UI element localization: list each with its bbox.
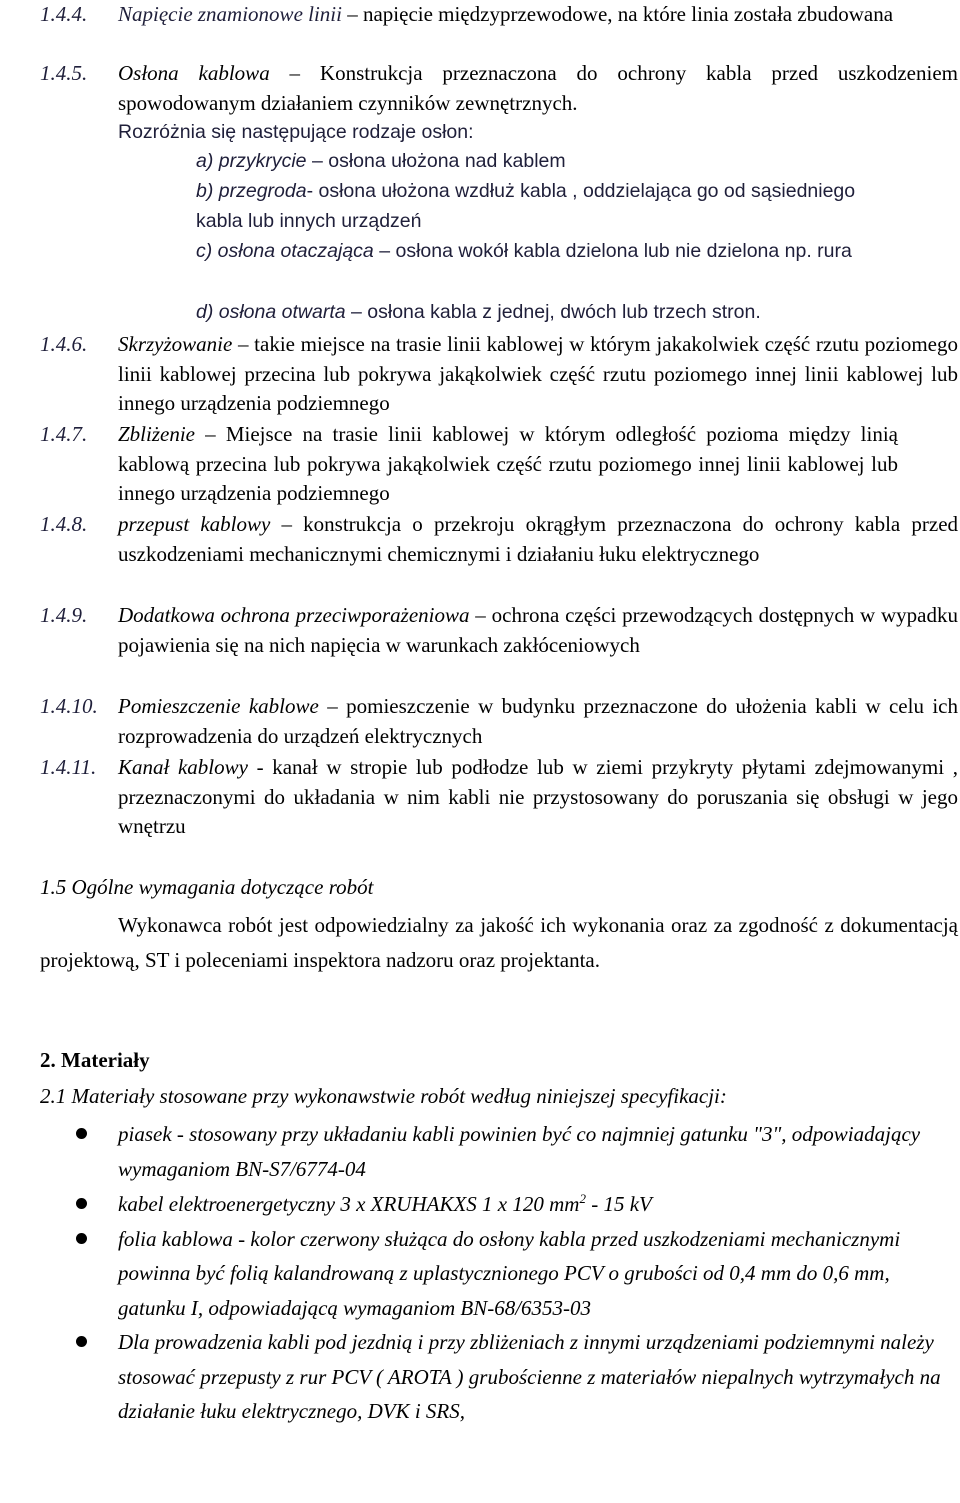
definition-text: pomieszczenie w budynku przeznaczone do ułożenia kabli w celu ich rozprowadzenia do urządzeń elektrycznych [118,694,959,748]
definition-number: 1.4.9. [40,603,88,627]
osłona-type-text: osłona kabla z jednej, dwóch lub trzech stron. [367,301,761,323]
definition-term: Skrzyżowanie [118,332,233,356]
materials-list [40,1117,958,1429]
definition-dash: – [318,694,347,718]
list-item-text: piasek - stosowany przy układaniu kabli powinien być co najmniej gatunku "3", odpowiadający wymaganiom BN-S7/6774-04 [118,1122,921,1181]
section-2-1-heading: 2.1 Materiały stosowane przy wykonawstwie robót według niniejszej specyfikacji: [40,1084,727,1108]
definition-dash: – [469,603,492,627]
osłona-type-text: osłona wokół kabla dzielona lub nie dzielona np. rura [395,240,852,262]
osłona-type-term: a) przykrycie [196,150,307,172]
osłona-type-a [196,147,956,177]
bullet-icon [76,1198,87,1209]
list-item [40,1325,958,1429]
osłona-type-d [196,298,956,328]
definition-term: Kanał kablowy [118,755,248,779]
definition-text: Miejsce na trasie linii kablowej w którym odległość pozioma między linią kablową przecina lub pokrywa jakąkolwiek część rzutu poziomego innej linii kablowej lub innego urządzenia podziemnego [118,422,898,505]
definition-term: Pomieszczenie kablowe [118,694,319,718]
osłona-type-text: osłona ułożona wzdłuż kabla , oddzielająca go od sąsiedniego kabla lub innych urządzeń [196,180,856,232]
definition-number: 1.4.5. [40,61,88,85]
definition-1-4-6 [40,330,958,419]
section-1-5-text: Wykonawca robót jest odpowiedzialny za jakość ich wykonania oraz za zgodność z dokumentacją projektową, ST i poleceniami inspektora nadzoru oraz projektanta. [40,913,958,972]
section-1-5-heading: 1.5 Ogólne wymagania dotyczące robót [40,875,374,899]
osłona-type-term: d) osłona otwarta [196,301,346,323]
definition-1-4-5 [40,59,958,118]
section-2-heading: 2. Materiały [40,1048,150,1072]
definition-term: przepust kablowy [118,512,271,536]
osłona-types-intro: Rozróżnia się następujące rodzaje osłon: [118,121,474,143]
definition-1-4-9 [40,601,958,660]
list-item [40,1187,958,1222]
definition-1-4-7 [40,420,958,509]
definition-number: 1.4.7. [40,422,88,446]
osłona-type-term: b) przegroda [196,180,307,202]
list-item-text: kabel elektroenergetyczny 3 x XRUHAKXS 1 x 120 mm [118,1192,580,1216]
osłona-type-term: c) osłona otaczająca [196,240,374,262]
bullet-icon [76,1128,87,1139]
osłona-type-dash: - [306,180,319,202]
osłona-type-dash: – [345,301,368,323]
definition-dash: – [270,512,304,536]
definition-1-4-4 [40,0,958,30]
definition-text: napięcie międzyprzewodowe, na które linia została zbudowana [362,2,894,26]
osłona-type-c [196,237,936,267]
definition-term: Dodatkowa ochrona przeciwporażeniowa [118,603,470,627]
list-item [40,1117,958,1186]
definition-dash: – [232,332,255,356]
bullet-icon [76,1233,87,1244]
definition-number: 1.4.10. [40,694,98,718]
definition-dash: – [195,422,226,446]
list-item-text: Dla prowadzenia kabli pod jezdnią i przy zbliżeniach z innymi urządzeniami podziemnymi należy stosować przepusty z rur PCV ( AROTA ) grubościenne z materiałów niepalnych wytrzymałych na działanie łuku elektrycznego, DVK i SRS, [118,1330,941,1423]
definition-term: Zbliżenie [118,422,195,446]
list-item [40,1222,958,1326]
definition-text: takie miejsce na trasie linii kablowej w którym jakakolwiek część rzutu poziomego linii kablowej przecina lub pokrywa jakąkolwiek część rzutu poziomego innej linii kablowej lub innego urządzenia podziemnego [118,332,958,415]
osłona-type-dash: – [373,240,396,262]
definition-text: ochrona części przewodzących dostępnych w wypadku pojawienia się na nich napięcia w warunkach zakłóceniowych [118,603,958,657]
definition-number: 1.4.4. [40,2,88,26]
definition-1-4-8 [40,510,958,569]
definition-dash: – [341,2,363,26]
definition-term: Napięcie znamionowe linii [118,2,342,26]
bullet-icon [76,1336,87,1347]
list-item-text: folia kablowa - kolor czerwony służąca do osłony kabla przed uszkodzeniami mechanicznymi powinna być folią kalandrowaną z uplastycznionego PCV o grubości od 0,4 mm do 0,6 mm, gatunku I, odpowiadającą wymaganiom BN-68/6353-03 [118,1226,901,1320]
definition-dash: – [269,61,320,85]
osłona-type-dash: – [306,150,329,172]
definition-1-4-10 [40,692,958,751]
osłona-type-b [196,177,886,236]
definition-1-4-11 [40,753,958,842]
definition-text: Konstrukcja przeznaczona do ochrony kabla przed uszkodzeniem spowodowanym działaniem czynników zewnętrznych. [118,61,958,115]
osłona-type-text: osłona ułożona nad kablem [328,150,566,172]
definition-text: konstrukcja o przekroju okrągłym przeznaczona do ochrony kabla przed uszkodzeniami mechanicznymi chemicznymi i działaniu łuku elektrycznego [118,512,959,566]
list-item-text-tail: - 15 kV [585,1192,652,1216]
definition-dash: - [247,755,273,779]
definition-term: Osłona kablowa [118,61,270,85]
definition-number: 1.4.6. [40,332,88,356]
definition-number: 1.4.11. [40,755,97,779]
superscript: 2 [579,1191,586,1206]
definition-number: 1.4.8. [40,512,88,536]
definition-text: kanał w stropie lub podłodze lub w ziemi przykryty płytami zdejmowanymi , przeznaczonymi do układania w nim kabli nie przystosowany do poruszania się obsługi w jego wnętrzu [118,755,958,838]
